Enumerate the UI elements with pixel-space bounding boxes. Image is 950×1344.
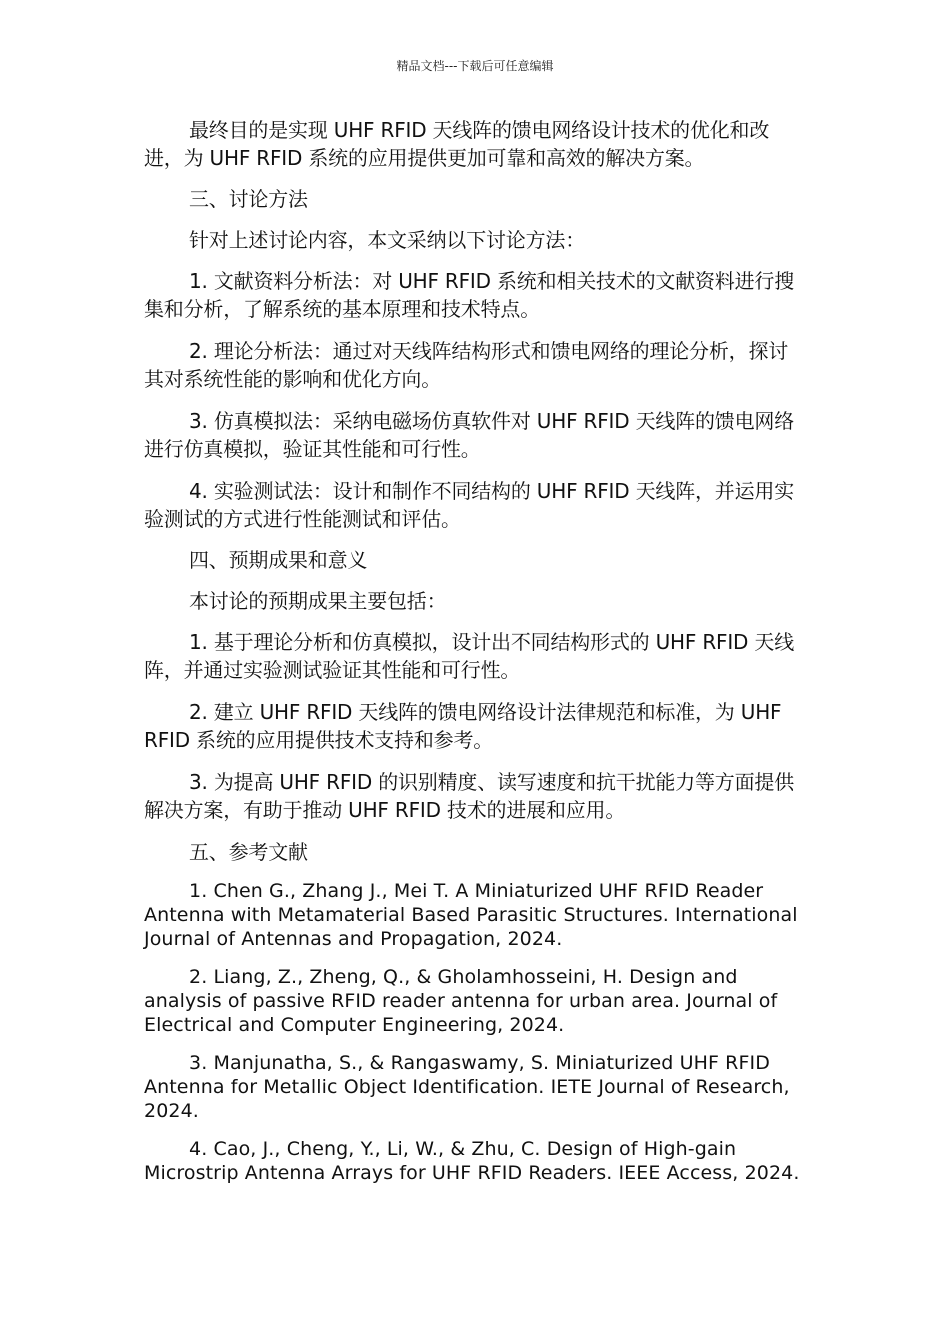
reference-item-2: 2. Liang, Z., Zheng, Q., & Gholamhosseini, H. Design and analysis of passive RFID reader antenna for urban area. Journal of Electrical and Computer Engineering, 2024. bbox=[144, 966, 778, 1036]
reference-item-1: 1. Chen G., Zhang J., Mei T. A Miniaturized UHF RFID Reader Antenna with Metamaterial Based Parasitic Structures. International Journal of Antennas and Propagation, 2024. bbox=[144, 880, 798, 950]
paragraph-methods-intro: 针对上述讨论内容，本文采纳以下讨论方法： bbox=[189, 228, 585, 252]
method-item-1: 1. 文献资料分析法：对 UHF RFID 系统和相关技术的文献资料进行搜集和分析，了解系统的基本原理和技术特点。 bbox=[144, 269, 794, 321]
document-body bbox=[144, 116, 806, 1199]
method-item-4: 4. 实验测试法：设计和制作不同结构的 UHF RFID 天线阵，并运用实验测试的方式进行性能测试和评估。 bbox=[144, 479, 794, 531]
method-item-3: 3. 仿真模拟法：采纳电磁场仿真软件对 UHF RFID 天线阵的馈电网络进行仿真模拟，验证其性能和可行性。 bbox=[144, 409, 794, 461]
section-heading-outcomes: 四、预期成果和意义 bbox=[189, 548, 368, 572]
section-heading-references: 五、参考文献 bbox=[189, 840, 308, 864]
paragraph-goal: 最终目的是实现 UHF RFID 天线阵的馈电网络设计技术的优化和改进，为 UHF RFID 系统的应用提供更加可靠和高效的解决方案。 bbox=[144, 118, 770, 170]
page-header: 精品文档---下载后可任意编辑 bbox=[396, 59, 554, 73]
outcome-item-1: 1. 基于理论分析和仿真模拟，设计出不同结构形式的 UHF RFID 天线阵，并通过实验测试验证其性能和可行性。 bbox=[144, 630, 794, 682]
method-item-2: 2. 理论分析法：通过对天线阵结构形式和馈电网络的理论分析，探讨其对系统性能的影响和优化方向。 bbox=[144, 339, 789, 391]
section-heading-methods: 三、讨论方法 bbox=[189, 187, 308, 211]
reference-item-4: 4. Cao, J., Cheng, Y., Li, W., & Zhu, C. Design of High-gain Microstrip Antenna Arrays for UHF RFID Readers. IEEE Access, 2024. bbox=[144, 1138, 800, 1184]
paragraph-outcomes-intro: 本讨论的预期成果主要包括： bbox=[189, 589, 447, 613]
outcome-item-3: 3. 为提高 UHF RFID 的识别精度、读写速度和抗干扰能力等方面提供解决方案，有助于推动 UHF RFID 技术的进展和应用。 bbox=[144, 770, 794, 822]
reference-item-3: 3. Manjunatha, S., & Rangaswamy, S. Miniaturized UHF RFID Antenna for Metallic Object Identification. IETE Journal of Research, 2024. bbox=[144, 1052, 790, 1122]
outcome-item-2: 2. 建立 UHF RFID 天线阵的馈电网络设计法律规范和标准，为 UHF RFID 系统的应用提供技术支持和参考。 bbox=[144, 700, 782, 752]
